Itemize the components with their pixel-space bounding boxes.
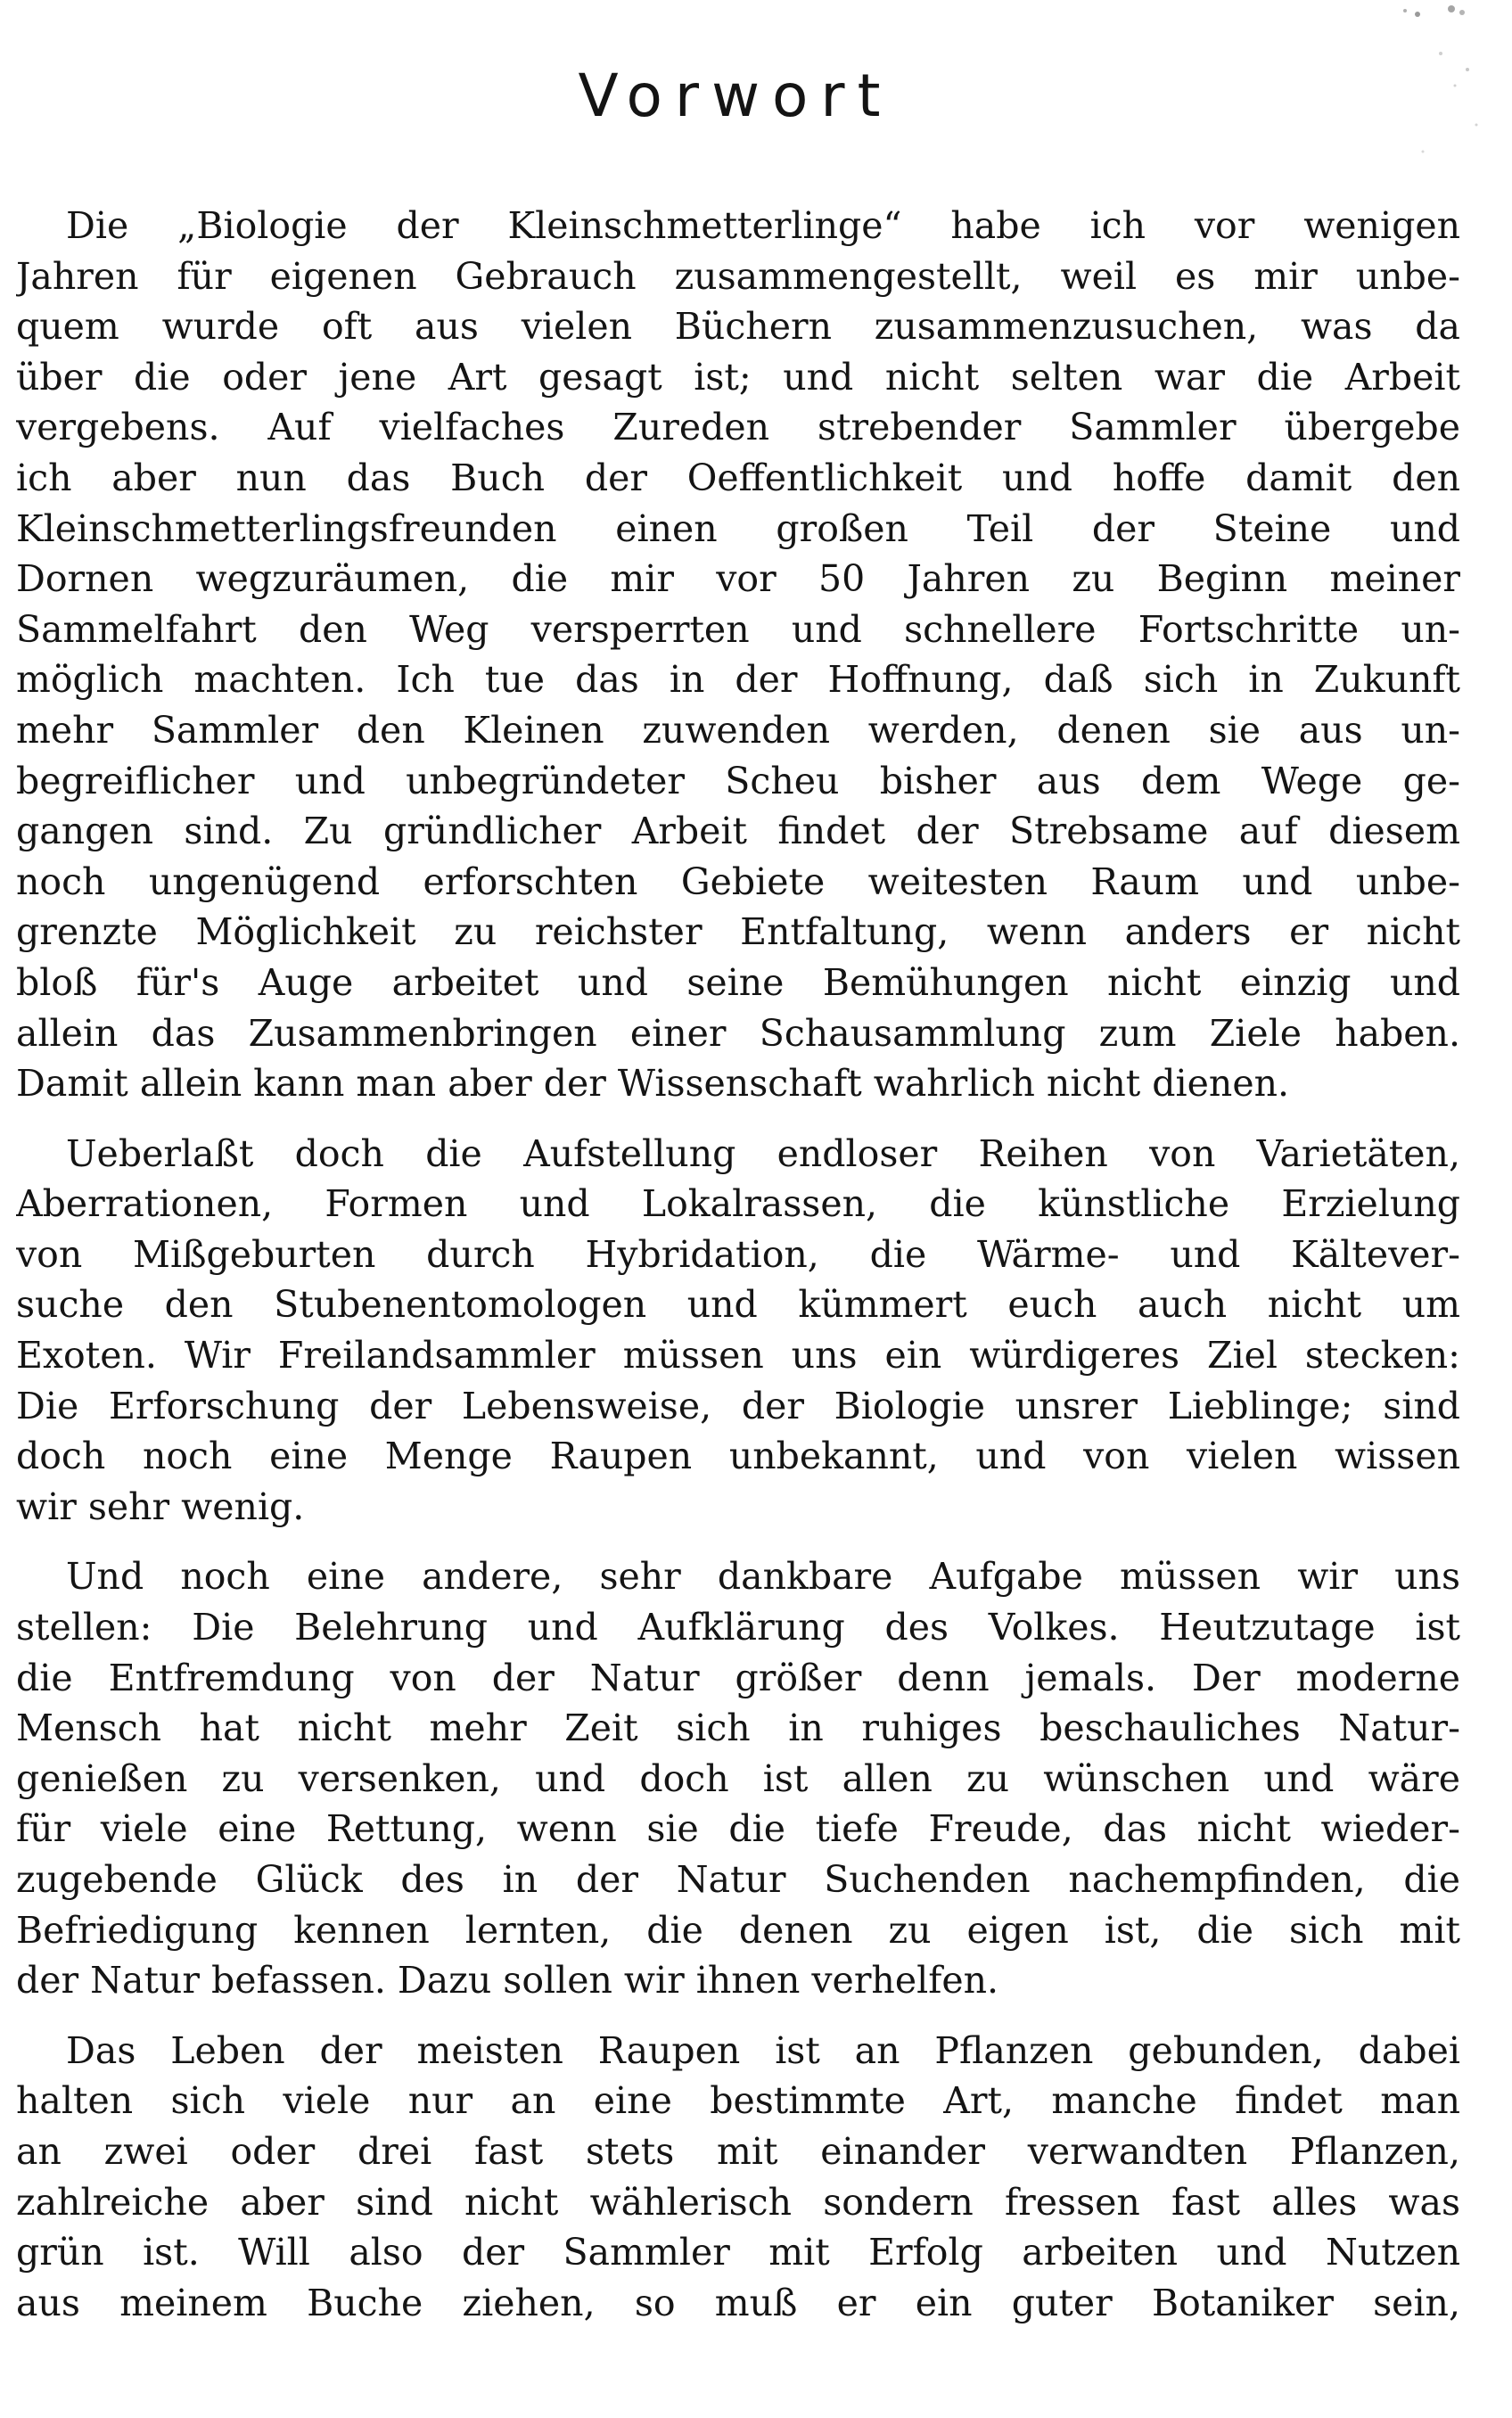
text-line: stellen: Die Belehrung und Aufklärung des Volkes. Heutzutage ist xyxy=(16,1606,1460,1649)
text-line: Dornen wegzuräumen, die mir vor 50 Jahren zu Beginn meiner xyxy=(16,557,1460,601)
text-line: quem wurde oft aus vielen Büchern zusammenzusuchen, was da xyxy=(16,305,1460,349)
paragraph xyxy=(16,2026,1460,2329)
text-line: an zwei oder drei fast stets mit einander verwandten Pflanzen, xyxy=(16,2129,1460,2173)
text-line: über die oder jene Art gesagt ist; und nicht selten war die Arbeit xyxy=(16,355,1460,399)
text-line: Kleinschmetterlingsfreunden einen großen Teil der Steine und xyxy=(16,506,1460,550)
text-line: Mensch hat nicht mehr Zeit sich in ruhiges beschauliches Natur- xyxy=(16,1707,1460,1750)
text-line: Die Erforschung der Lebensweise, der Biologie unsrer Lieblinge; sind xyxy=(16,1384,1460,1427)
body-text xyxy=(16,201,1460,2328)
text-line: Das Leben der meisten Raupen ist an Pflanzen gebunden, dabei xyxy=(66,2028,1460,2072)
text-line: gangen sind. Zu gründlicher Arbeit findet der Strebsame auf diesem xyxy=(16,810,1460,853)
text-line: doch noch eine Menge Raupen unbekannt, und von vielen wissen xyxy=(16,1435,1460,1478)
text-line: Damit allein kann man aber der Wissenschaft wahrlich nicht dienen. xyxy=(16,1062,1290,1106)
text-line: Befriedigung kennen lernten, die denen zu eigen ist, die sich mit xyxy=(16,1908,1460,1952)
text-line: Aberrationen, Formen und Lokalrassen, die künstliche Erzielung xyxy=(16,1182,1460,1226)
text-line: grenzte Möglichkeit zu reichster Entfaltung, wenn anders er nicht xyxy=(16,910,1460,954)
text-line: ich aber nun das Buch der Oeffentlichkeit und hoffe damit den xyxy=(16,456,1460,499)
text-line: noch ungenügend erforschten Gebiete weitesten Raum und unbe- xyxy=(16,859,1460,903)
text-line: Exoten. Wir Freilandsammler müssen uns ein würdigeres Ziel stecken: xyxy=(16,1334,1460,1378)
text-line: bloß für's Auge arbeitet und seine Bemühungen nicht einzig und xyxy=(16,960,1460,1004)
text-line: allein das Zusammenbringen einer Schausammlung zum Ziele haben. xyxy=(16,1011,1460,1055)
text-line: aus meinem Buche ziehen, so muß er ein guter Botaniker sein, xyxy=(16,2281,1460,2324)
page-title: Vorwort xyxy=(578,62,893,130)
text-line: von Mißgeburten durch Hybridation, die Wärme- und Kältever- xyxy=(16,1232,1460,1276)
text-line: begreiflicher und unbegründeter Scheu bisher aus dem Wege ge- xyxy=(16,759,1460,802)
text-line: Jahren für eigenen Gebrauch zusammengestellt, weil es mir unbe- xyxy=(16,254,1460,298)
text-line: mehr Sammler den Kleinen zuwenden werden, denen sie aus un- xyxy=(16,708,1460,752)
text-line: suche den Stubenentomologen und kümmert euch auch nicht um xyxy=(16,1283,1460,1327)
text-line: genießen zu versenken, und doch ist allen zu wünschen und wäre xyxy=(16,1756,1460,1800)
text-line: Ueberlaßt doch die Aufstellung endloser Reihen von Varietäten, xyxy=(66,1131,1460,1175)
text-line: der Natur befassen. Dazu sollen wir ihnen verhelfen. xyxy=(16,1959,999,2003)
paragraph xyxy=(16,1551,1460,2005)
paragraph xyxy=(16,201,1460,1109)
text-line: vergebens. Auf vielfaches Zureden strebender Sammler übergebe xyxy=(16,406,1460,449)
text-line: zugebende Glück des in der Natur Suchenden nachempfinden, die xyxy=(16,1858,1460,1901)
paragraph xyxy=(16,1129,1460,1533)
text-line: zahlreiche aber sind nicht wählerisch sondern fressen fast alles was xyxy=(16,2180,1460,2224)
text-line: für viele eine Rettung, wenn sie die tiefe Freude, das nicht wieder- xyxy=(16,1807,1460,1851)
text-line: Und noch eine andere, sehr dankbare Aufgabe müssen wir uns xyxy=(66,1555,1460,1599)
text-line: halten sich viele nur an eine bestimmte Art, manche findet man xyxy=(16,2079,1460,2123)
text-line: grün ist. Will also der Sammler mit Erfolg arbeiten und Nutzen xyxy=(16,2231,1460,2274)
text-line: möglich machten. Ich tue das in der Hoffnung, daß sich in Zukunft xyxy=(16,658,1460,702)
text-line: wir sehr wenig. xyxy=(16,1485,305,1528)
text-line: Sammelfahrt den Weg versperrten und schnellere Fortschritte un- xyxy=(16,607,1460,651)
text-line: Die „Biologie der Kleinschmetterlinge“ habe ich vor wenigen xyxy=(66,204,1460,247)
text-line: die Entfremdung von der Natur größer denn jemals. Der moderne xyxy=(16,1656,1460,1699)
